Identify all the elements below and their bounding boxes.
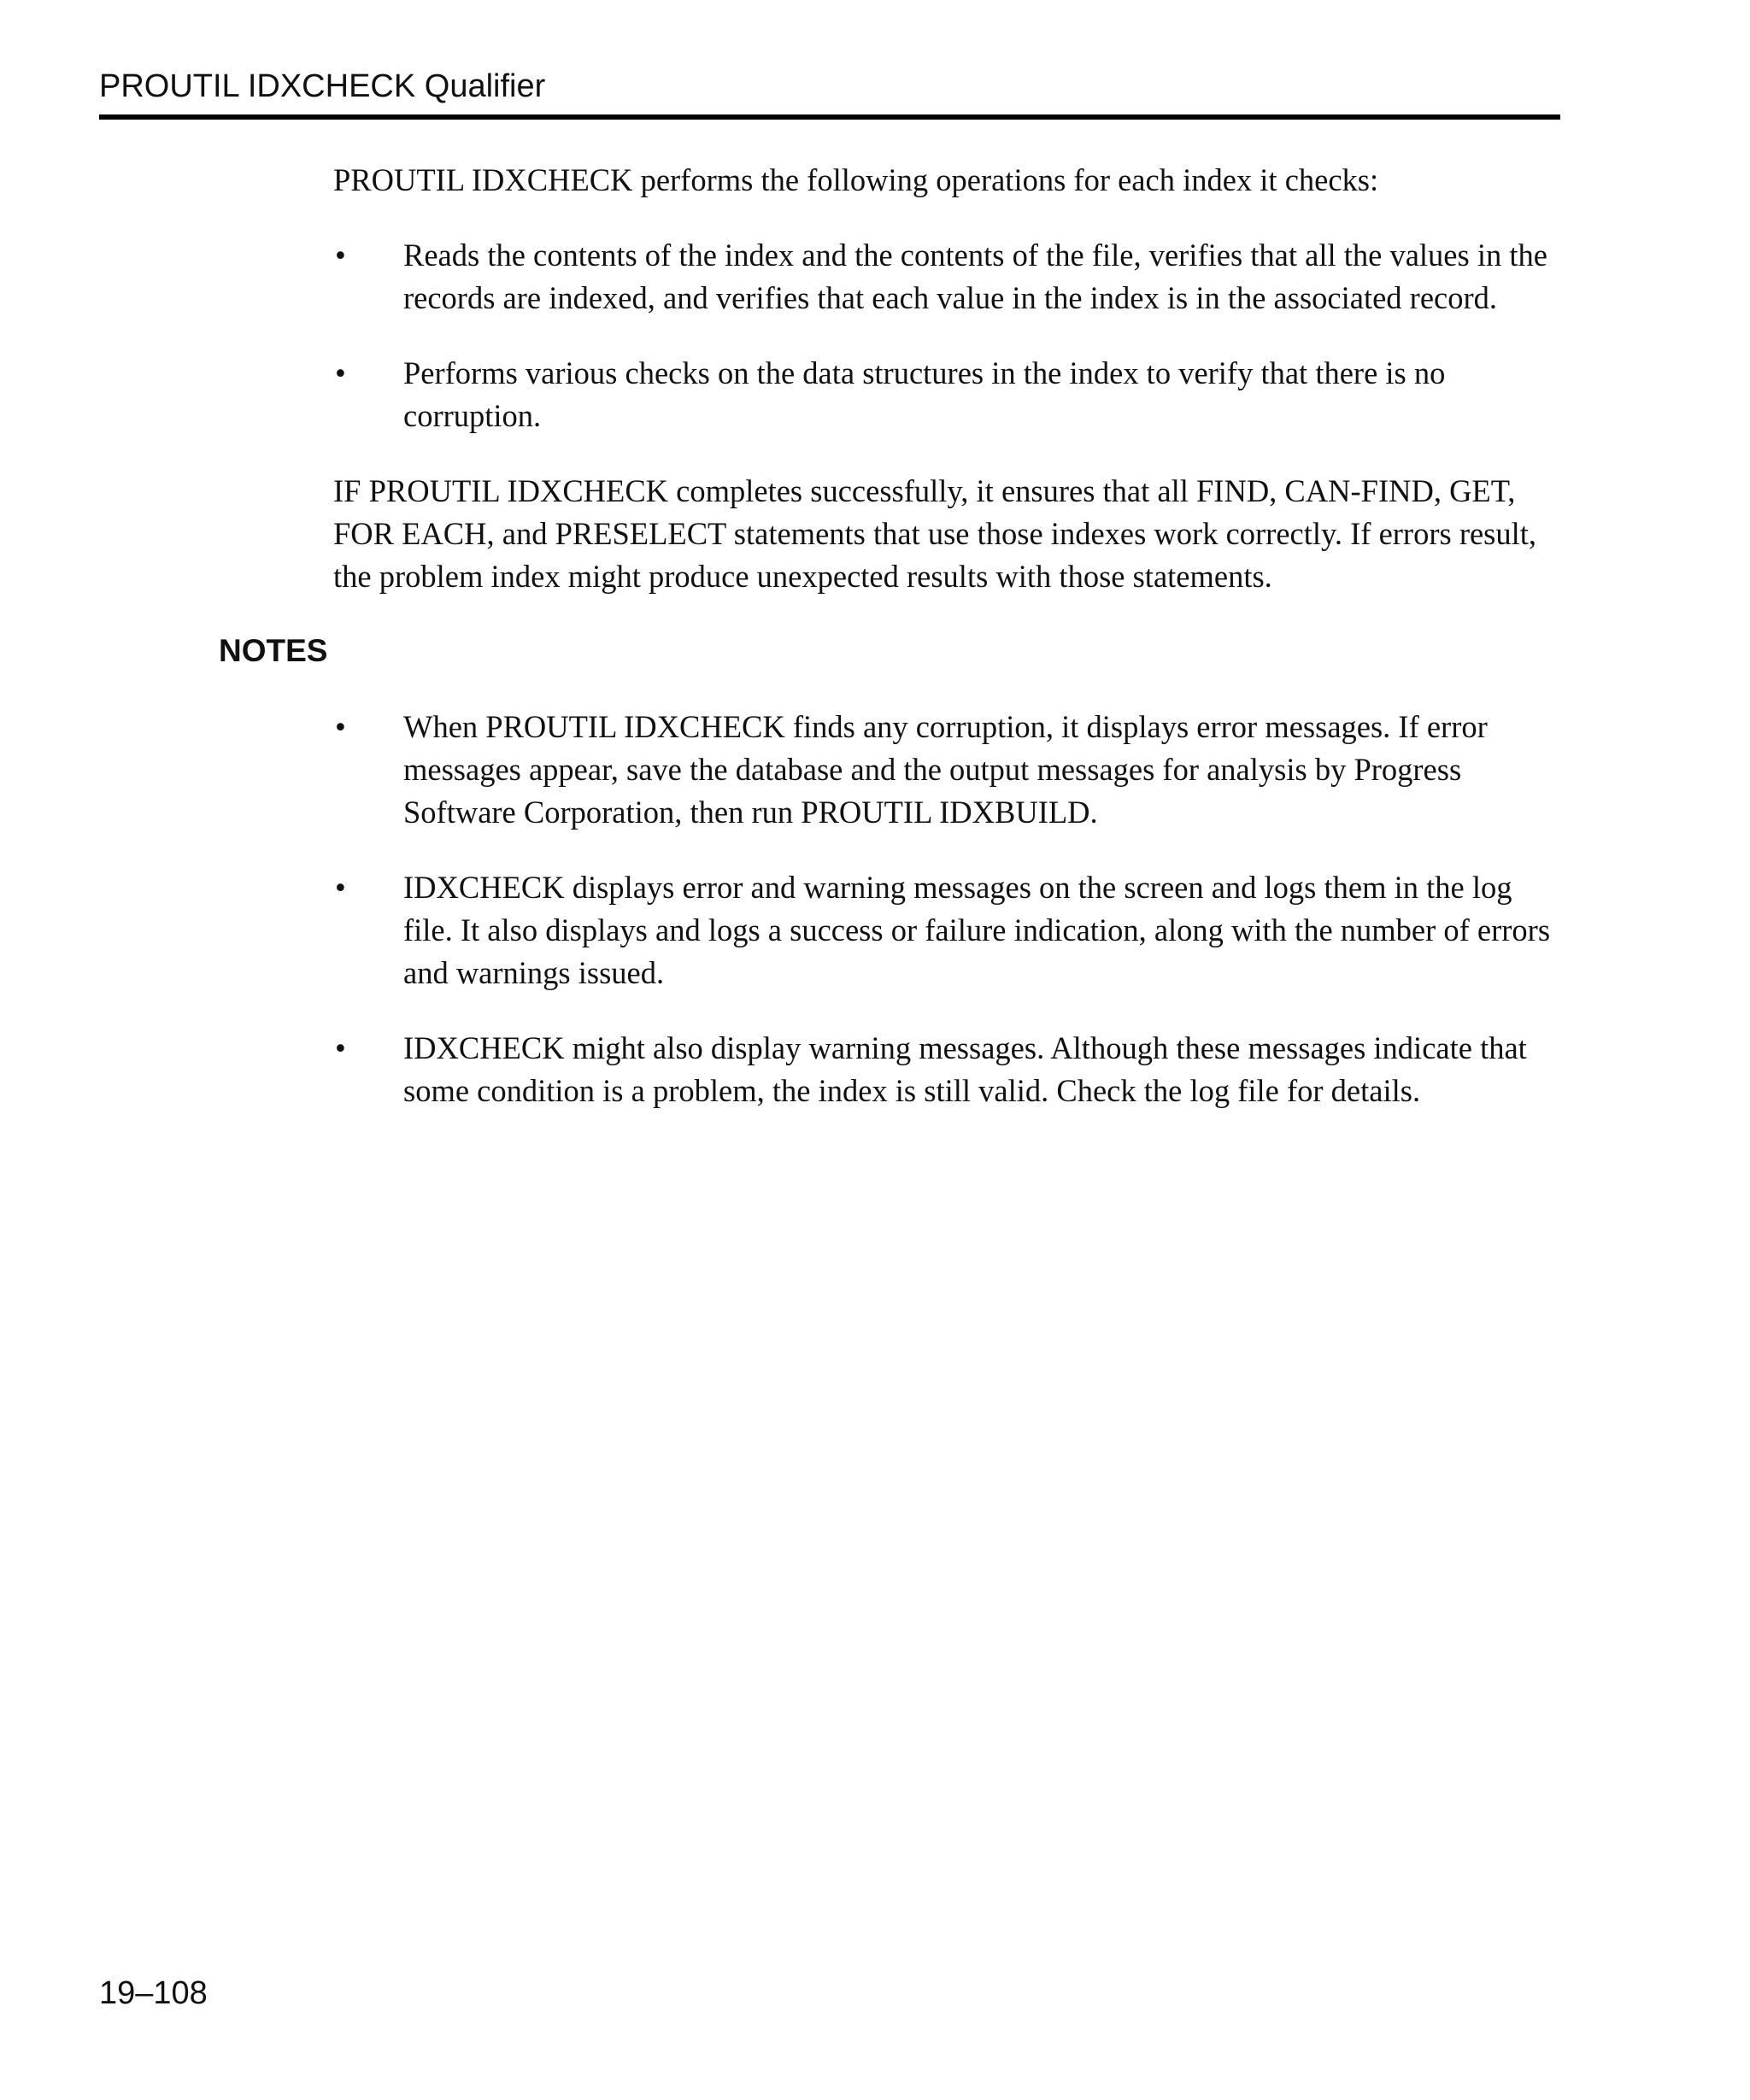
list-item-text: IDXCHECK displays error and warning messages on the screen and logs them in the log file. It also displays and logs a success or failure indication, along with the number of errors and warnings issued. (403, 870, 1551, 990)
page-header (99, 67, 1560, 120)
list-item (333, 866, 1564, 994)
bullet-icon: • (335, 870, 346, 905)
notes-heading: NOTES (219, 633, 328, 668)
bullet-icon: • (335, 709, 346, 744)
notes-section (333, 706, 1564, 1145)
list-item-text: Performs various checks on the data structures in the index to verify that there is no corruption. (403, 355, 1446, 433)
bullet-icon: • (335, 1030, 346, 1065)
header-rule (99, 114, 1560, 120)
list-item-text: IDXCHECK might also display warning messages. Although these messages indicate that some condition is a problem, the index is still valid. Check the log file for details. (403, 1030, 1527, 1108)
list-item (333, 234, 1564, 320)
main-content (333, 159, 1564, 631)
bullet-icon: • (335, 238, 346, 273)
bullet-icon: • (335, 355, 346, 390)
list-item-text: Reads the contents of the index and the contents of the file, verifies that all the values in the records are indexed, and verifies that each value in the index is in the associated record. (403, 238, 1547, 315)
list-item-text: When PROUTIL IDXCHECK finds any corruption, it displays error messages. If error messages appear, save the database and the output messages for analysis by Progress Software Corporation, then run PROUTIL IDXBUILD. (403, 709, 1488, 830)
list-item (333, 1027, 1564, 1112)
operations-list (333, 234, 1564, 437)
list-item (333, 352, 1564, 437)
result-paragraph: IF PROUTIL IDXCHECK completes successfully, it ensures that all FIND, CAN-FIND, GET, FOR EACH, and PRESELECT statements that use those indexes work correctly. If errors result, the problem index might produce unexpected results with those statements. (333, 473, 1537, 594)
intro-paragraph: PROUTIL IDXCHECK performs the following operations for each index it checks: (333, 162, 1379, 197)
page-number: 19–108 (99, 1975, 208, 2011)
running-header-title: PROUTIL IDXCHECK Qualifier (99, 68, 546, 104)
notes-list (333, 706, 1564, 1112)
list-item (333, 706, 1564, 834)
